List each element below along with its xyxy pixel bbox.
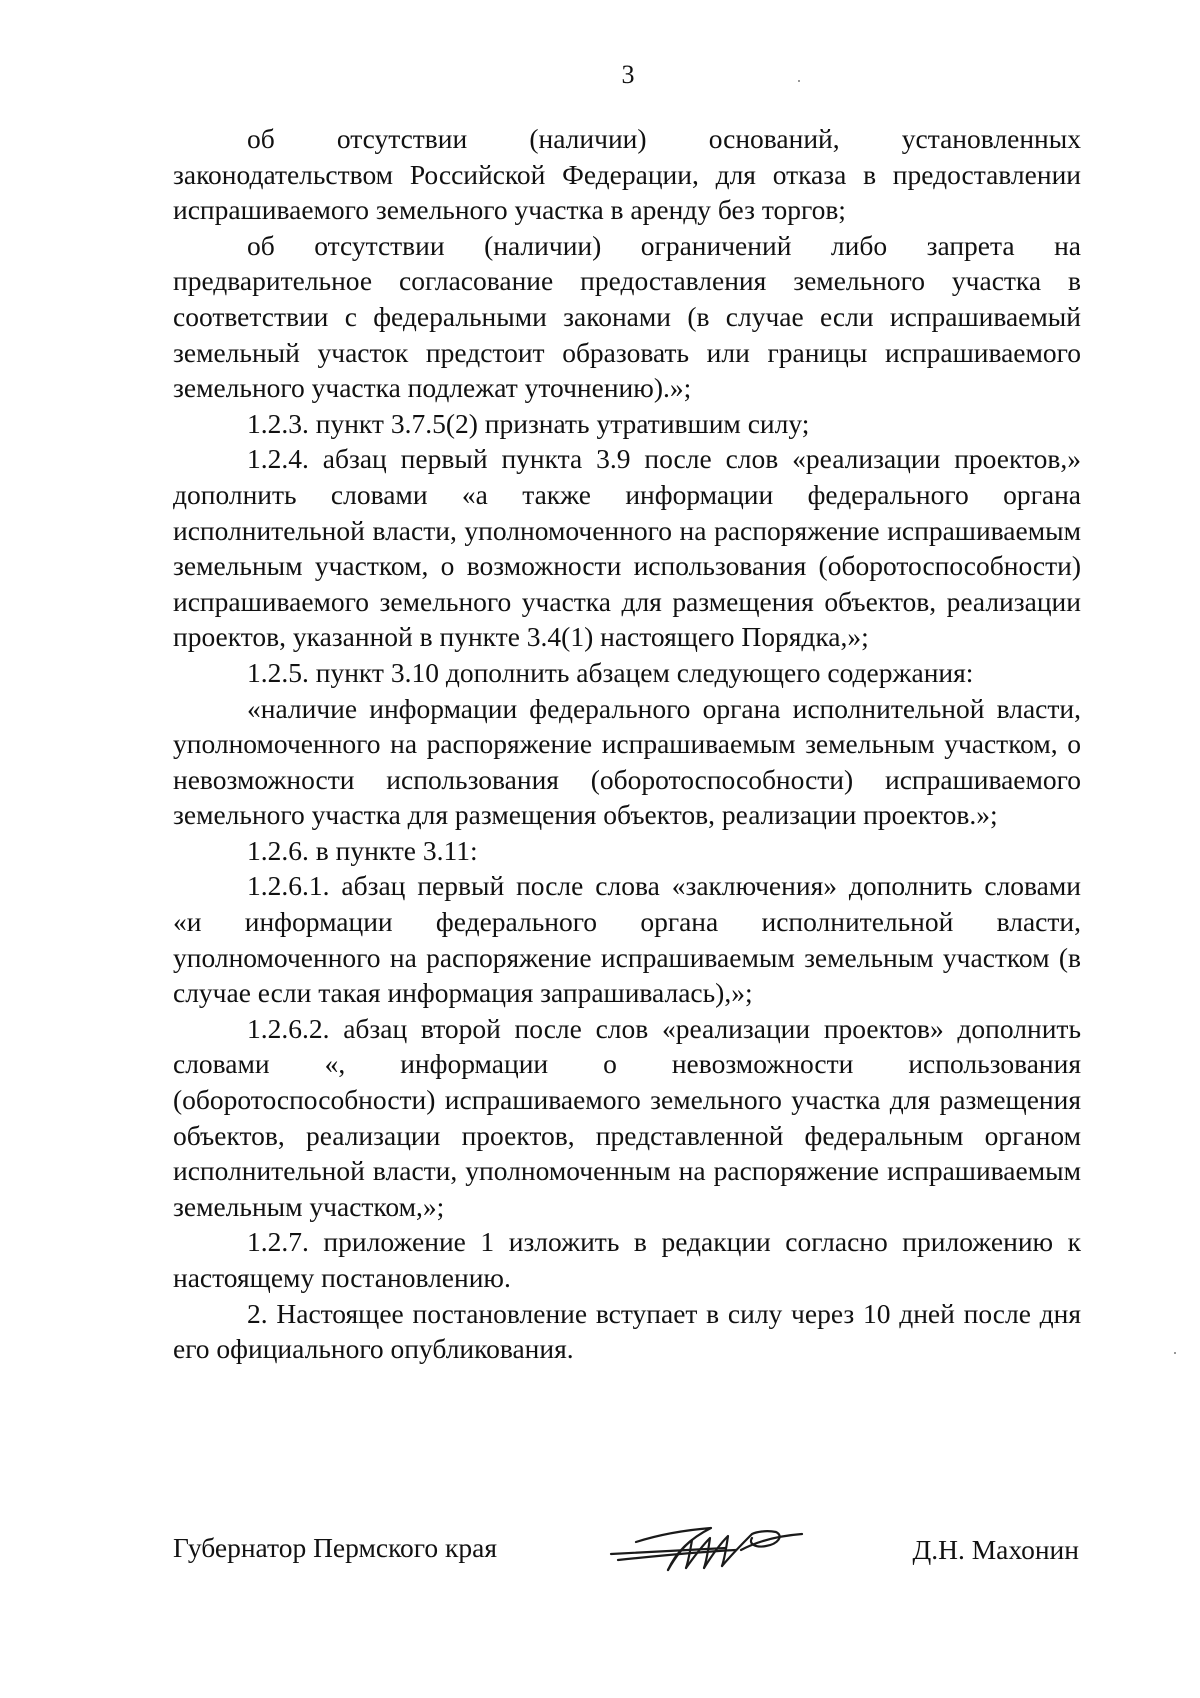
- handwritten-signature: [606, 1512, 816, 1582]
- paragraph-grounds-for-refusal: об отсутствии (наличии) оснований, установленных законодательством Российской Федерации, для отказа в предоставлении испрашиваемого земельного участка в аренду без торгов;: [173, 123, 1081, 226]
- paragraph-1-2-4: 1.2.4. абзац первый пункта 3.9 после слов «реализации проектов,» дополнить словами «а также информации федерального органа исполнительной власти, уполномоченного на распоряжение испрашиваемым земельным участком, о возможности использования (оборотоспособности) испрашиваемого земельного участка для размещения объектов, реализации проектов, указанной в пункте 3.4(1) настоящего Порядка,»;: [173, 443, 1081, 653]
- paragraph-1-2-3: 1.2.3. пункт 3.7.5(2) признать утратившим силу;: [247, 407, 810, 439]
- signatory-name: Д.Н. Махонин: [912, 1534, 1079, 1565]
- paragraph-1-2-7: 1.2.7. приложение 1 изложить в редакции согласно приложению к настоящему постановлению.: [173, 1226, 1081, 1293]
- paragraph-1-2-6-2: 1.2.6.2. абзац второй после слов «реализации проектов» дополнить словами «, информации о невозможности использования (оборотоспособности) испрашиваемого земельного участка для размещения объектов, реализации проектов, представленной федеральным органом исполнительной власти, уполномоченным на распоряжение испрашиваемым земельным участком,»;: [173, 1012, 1081, 1222]
- paragraph-2-effective-date: 2. Настоящее постановление вступает в силу через 10 дней после дня его официального опубликования.: [173, 1297, 1081, 1365]
- page-number: 3: [621, 60, 635, 89]
- paragraph-restrictions: об отсутствии (наличии) ограничений либо запрета на предварительное согласование предоставления земельного участка в соответствии с федеральными законами (в случае если испрашиваемый земельный участок предстоит образовать или границы испрашиваемого земельного участка подлежат уточнению).»;: [173, 229, 1081, 404]
- paragraph-1-2-5-quote: «наличие информации федерального органа исполнительной власти, уполномоченного на распоряжение испрашиваемым земельным участком, о невозможности использования (оборотоспособности) испрашиваемого земельного участка для размещения объектов, реализации проектов.»;: [173, 692, 1081, 831]
- document-body: [173, 121, 1081, 1367]
- paragraph-1-2-5: 1.2.5. пункт 3.10 дополнить абзацем следующего содержания:: [247, 656, 974, 688]
- signature-block: [173, 1520, 1079, 1600]
- scan-artifact-dot: [798, 80, 800, 82]
- signatory-position: Губернатор Пермского края: [173, 1532, 497, 1563]
- paragraph-1-2-6: 1.2.6. в пункте 3.11:: [247, 834, 478, 866]
- paragraph-1-2-6-1: 1.2.6.1. абзац первый после слова «заключения» дополнить словами «и информации федерального органа исполнительной власти, уполномоченного на распоряжение испрашиваемым земельным участком (в случае если такая информация запрашивалась),»;: [173, 870, 1081, 1009]
- scan-artifact-dot: [1174, 1352, 1176, 1354]
